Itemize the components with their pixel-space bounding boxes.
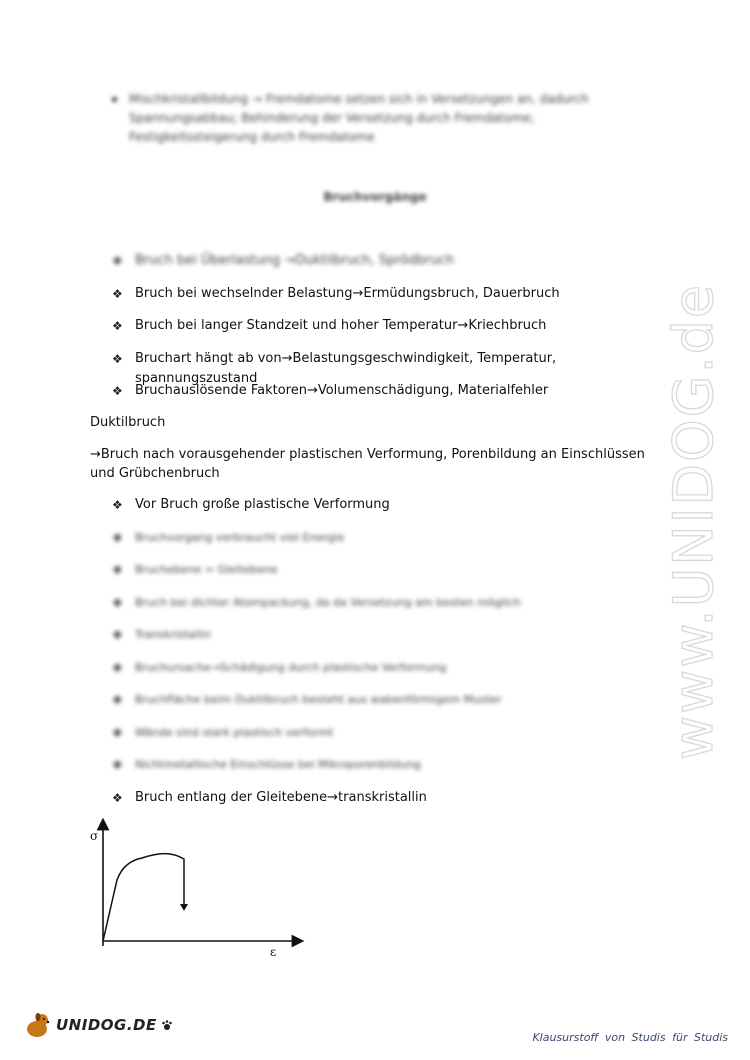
list-item: ❖ Bruch bei wechselnder Belastung→Ermüdungsbruch, Dauerbruch: [112, 284, 672, 317]
footer-logo: [22, 1010, 173, 1040]
diamond-bullet-icon: ❖: [112, 498, 123, 512]
list-item: ❖ Nichtmetallische Einschlüsse bei Mikroporenbildung: [112, 755, 672, 788]
list-item: ❖ Bruch bei langer Standzeit und hoher Temperatur→Kriechbruch: [112, 316, 672, 349]
stress-strain-curve: [103, 854, 184, 941]
list-item: ❖ Bruch entlang der Gleitebene→transkristallin: [112, 788, 672, 821]
fracture-arrow-icon: [180, 904, 188, 911]
list-item: ❖ Bruchfläche beim Duktilbruch besteht aus wabenförmigem Muster: [112, 690, 672, 723]
diamond-bullet-icon: ❖: [112, 660, 123, 675]
diamond-bullet-icon: ❖: [112, 351, 123, 366]
diamond-bullet-icon: ❖: [112, 286, 123, 301]
list-item: ❖ Bruchauslösende Faktoren→Volumenschädigung, Materialfehler: [112, 381, 672, 414]
section-title: Bruchvorgänge: [323, 190, 427, 204]
list-item: ❖ Bruch bei dichter Atompackung, da da Versetzung am besten möglich: [112, 593, 672, 626]
list-item: ❖ Transkristallin: [112, 625, 672, 658]
list-item: ❖ Wände sind stark plastisch verformt: [112, 723, 672, 756]
diamond-bullet-icon: ❖: [112, 758, 123, 772]
stress-strain-diagram: [80, 818, 320, 968]
blurred-top-bullet: [112, 90, 612, 147]
bullet-dot-icon: [112, 97, 117, 102]
footer-tagline: Klausurstoff von Studis für Studis: [532, 1031, 728, 1044]
list-item: ❖ Bruchvorgang verbraucht viel Energie: [112, 528, 672, 561]
diamond-bullet-icon: ❖: [112, 693, 123, 707]
y-axis-label: σ: [90, 829, 99, 843]
fracture-list: [112, 251, 672, 414]
heading-duktilbruch: Duktilbruch: [90, 415, 166, 430]
top-bullet-text: Mischkristallbildung → Fremdatome setzen sich in Versetzungen an, dadurch Spannungsabbau; Behinderung der Versetzung durch Fremdatome; Festigkeitssteigerung durch Fremdatome: [129, 92, 589, 144]
diamond-bullet-icon: ❖: [112, 384, 123, 398]
list-item: ❖ Bruchursache→Schädigung durch plastische Verformung: [112, 658, 672, 691]
list-item: ❖ Bruchebene = Gleitebene: [112, 560, 672, 593]
diamond-bullet-icon: ❖: [112, 530, 123, 545]
diamond-bullet-icon: ❖: [112, 725, 123, 740]
list-item: ❖ Vor Bruch große plastische Verformung: [112, 495, 672, 528]
x-axis-label: ε: [270, 945, 277, 959]
diamond-bullet-icon: ❖: [112, 563, 123, 577]
list-item: ❖ Bruchart hängt ab von→Belastungsgeschwindigkeit, Temperatur, spannungszustand: [112, 350, 557, 386]
diamond-bullet-icon: ❖: [112, 254, 123, 268]
diamond-bullet-icon: ❖: [112, 790, 123, 805]
paragraph-duktilbruch: →Bruch nach vorausgehender plastischen Verformung, Porenbildung an Einschlüssen und Grübchenbruch: [90, 447, 645, 481]
watermark-text: www.UNIDOG.de: [662, 282, 725, 760]
list-item: ❖ Bruch bei Überlastung →Duktilbruch, Sprödbruch: [112, 251, 672, 284]
diamond-bullet-icon: ❖: [112, 319, 123, 333]
dog-logo-icon: [22, 1010, 52, 1040]
logo-text: UNIDOG.DE: [56, 1016, 157, 1034]
diamond-bullet-icon: ❖: [112, 628, 123, 642]
paw-icon: [161, 1019, 173, 1031]
diamond-bullet-icon: ❖: [112, 595, 123, 610]
duktil-list: [112, 495, 672, 820]
